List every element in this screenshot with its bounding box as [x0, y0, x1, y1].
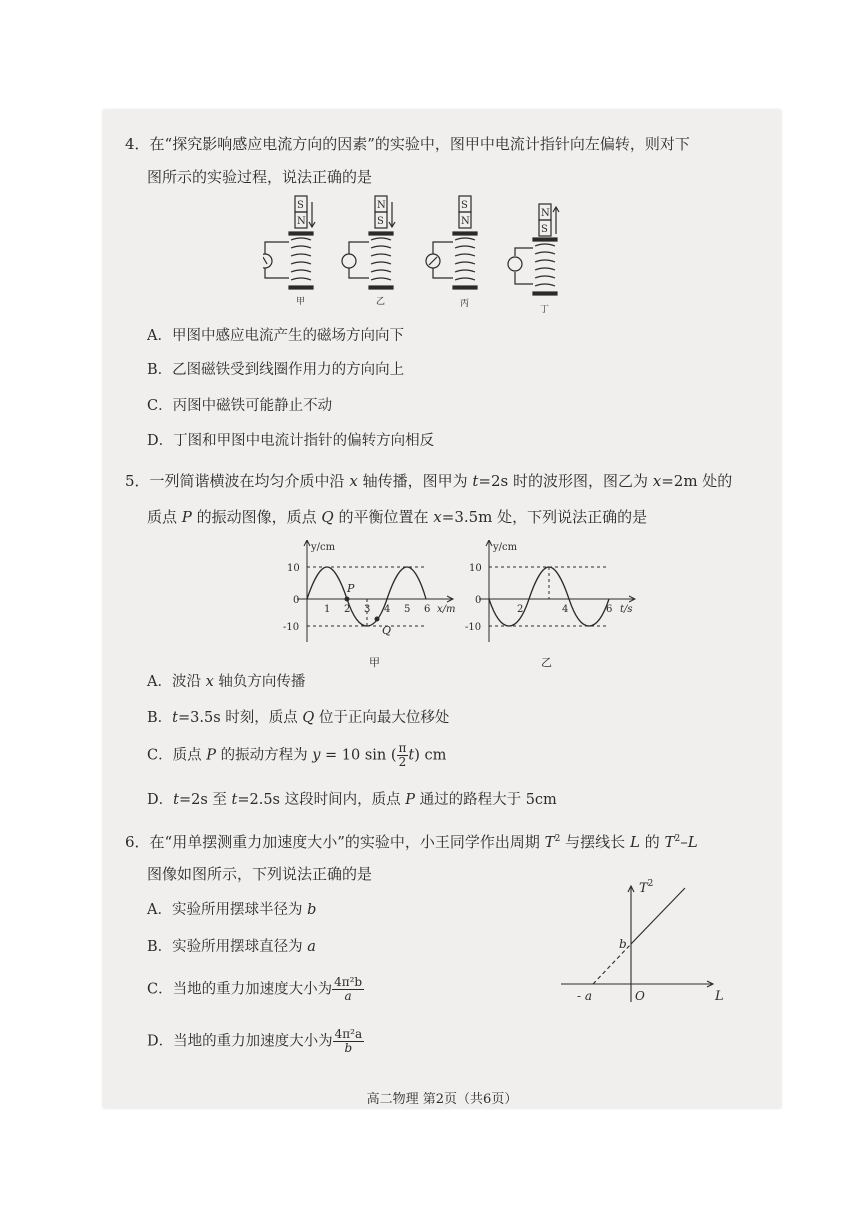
figure-caption: 丙	[460, 299, 470, 309]
q4-option-d: D．丁图和甲图中电流计指针的偏转方向相反	[147, 433, 435, 449]
q5-vibration-graph	[465, 540, 645, 670]
q5-stem-line1: 5．一列简谐横波在均匀介质中沿 x 轴传播，图甲为 t=2s 时的波形图，图乙为 x=2m 处的	[125, 472, 733, 490]
q5-option-a: A．波沿 x 轴负方向传播	[147, 674, 306, 690]
graph-caption: 乙	[541, 656, 552, 669]
axis-label-y: y/cm	[311, 542, 336, 553]
q6-t2-l-graph	[555, 878, 735, 1008]
axis-label-x: x/m	[437, 604, 456, 615]
magnet-label: S	[297, 200, 304, 211]
axis-label-x: L	[715, 989, 724, 1004]
x-tick: 6	[606, 604, 613, 615]
y-tick: 0	[293, 595, 300, 606]
intercept-neg-a-label: - a	[577, 989, 593, 1003]
q5-stem-line2: 质点 P 的振动图像，质点 Q 的平衡位置在 x=3.5m 处，下列说法正确的是	[147, 508, 648, 526]
magnet-label: S	[541, 224, 548, 235]
x-tick: 5	[404, 604, 411, 615]
x-tick: 2	[344, 604, 351, 615]
x-tick: 4	[562, 604, 569, 615]
y-tick: 10	[469, 563, 482, 574]
q6-option-a: A．实验所用摆球半径为 b	[147, 902, 317, 918]
point-q-label: Q	[382, 624, 392, 637]
figure-caption: 乙	[376, 297, 386, 307]
q5-option-b: B．t=3.5s 时刻，质点 Q 位于正向最大位移处	[147, 710, 450, 726]
q5-wave-graph	[283, 540, 463, 670]
y-tick: 10	[287, 563, 300, 574]
q4-induction-figure	[263, 192, 583, 322]
x-tick: 4	[384, 604, 391, 615]
x-tick: 3	[364, 604, 371, 615]
x-tick: 1	[324, 604, 331, 615]
y-tick: -10	[465, 622, 482, 633]
y-tick: 0	[475, 595, 482, 606]
fraction: $\frac{\text{4π²b}}{a}$	[334, 975, 363, 1003]
exam-page	[103, 110, 781, 1108]
q5-option-d: D．t=2s 至 t=2.5s 这段时间内，质点 P 通过的路程大于 5cm	[147, 792, 557, 808]
axis-label-y: y/cm	[493, 542, 518, 553]
q6-stem-line2: 图像如图所示，下列说法正确的是	[147, 865, 373, 883]
x-tick: 2	[517, 604, 524, 615]
q4-option-a: A．甲图中感应电流产生的磁场方向向下	[147, 328, 404, 344]
point-p-label: P	[347, 582, 355, 595]
intercept-b-label: b	[619, 937, 627, 951]
origin-label: O	[635, 989, 645, 1003]
magnet-label: S	[461, 200, 468, 211]
magnet-label: N	[461, 216, 470, 227]
q4-option-c: C．丙图中磁铁可能静止不动	[147, 398, 333, 414]
page-footer: 高二物理 第2页（共6页）	[366, 1092, 518, 1107]
axis-label-y: $T^2$	[639, 879, 654, 896]
q6-option-c: C．当地的重力加速度大小为 $\frac{\text{4π²b}}{a}$	[147, 975, 363, 1003]
magnet-label: S	[377, 216, 384, 227]
fraction: $\frac{\pi}{2}$	[398, 741, 407, 769]
q6-stem-line1: 6．在“用单摆测重力加速度大小”的实验中，小王同学作出周期 $T^2$ 与摆线长 L 的 $T^2-L$	[125, 833, 698, 851]
q6-option-b: B．实验所用摆球直径为 a	[147, 939, 316, 955]
q4-stem-line1: 4．在“探究影响感应电流方向的因素”的实验中，图甲中电流计指针向左偏转，则对下	[125, 135, 690, 153]
q4-stem-line2: 图所示的实验过程，说法正确的是	[147, 168, 373, 186]
magnet-label: N	[541, 208, 550, 219]
graph-caption: 甲	[369, 656, 380, 669]
q5-option-c: C．质点 P 的振动方程为 y = 10 sin ( $\frac{\pi}{2}$ t) cm	[147, 741, 447, 769]
axis-label-x: t/s	[620, 604, 633, 615]
fraction: $\frac{\text{4π²a}}{b}$	[334, 1027, 363, 1055]
q6-option-d: D．当地的重力加速度大小为 $\frac{\text{4π²a}}{b}$	[147, 1027, 363, 1055]
x-tick: 6	[424, 604, 431, 615]
magnet-label: N	[297, 216, 306, 227]
figure-caption: 甲	[296, 297, 306, 307]
q4-option-b: B．乙图磁铁受到线圈作用力的方向向上	[147, 362, 405, 378]
figure-caption: 丁	[540, 305, 550, 315]
y-tick: -10	[283, 622, 300, 633]
magnet-label: N	[377, 200, 386, 211]
